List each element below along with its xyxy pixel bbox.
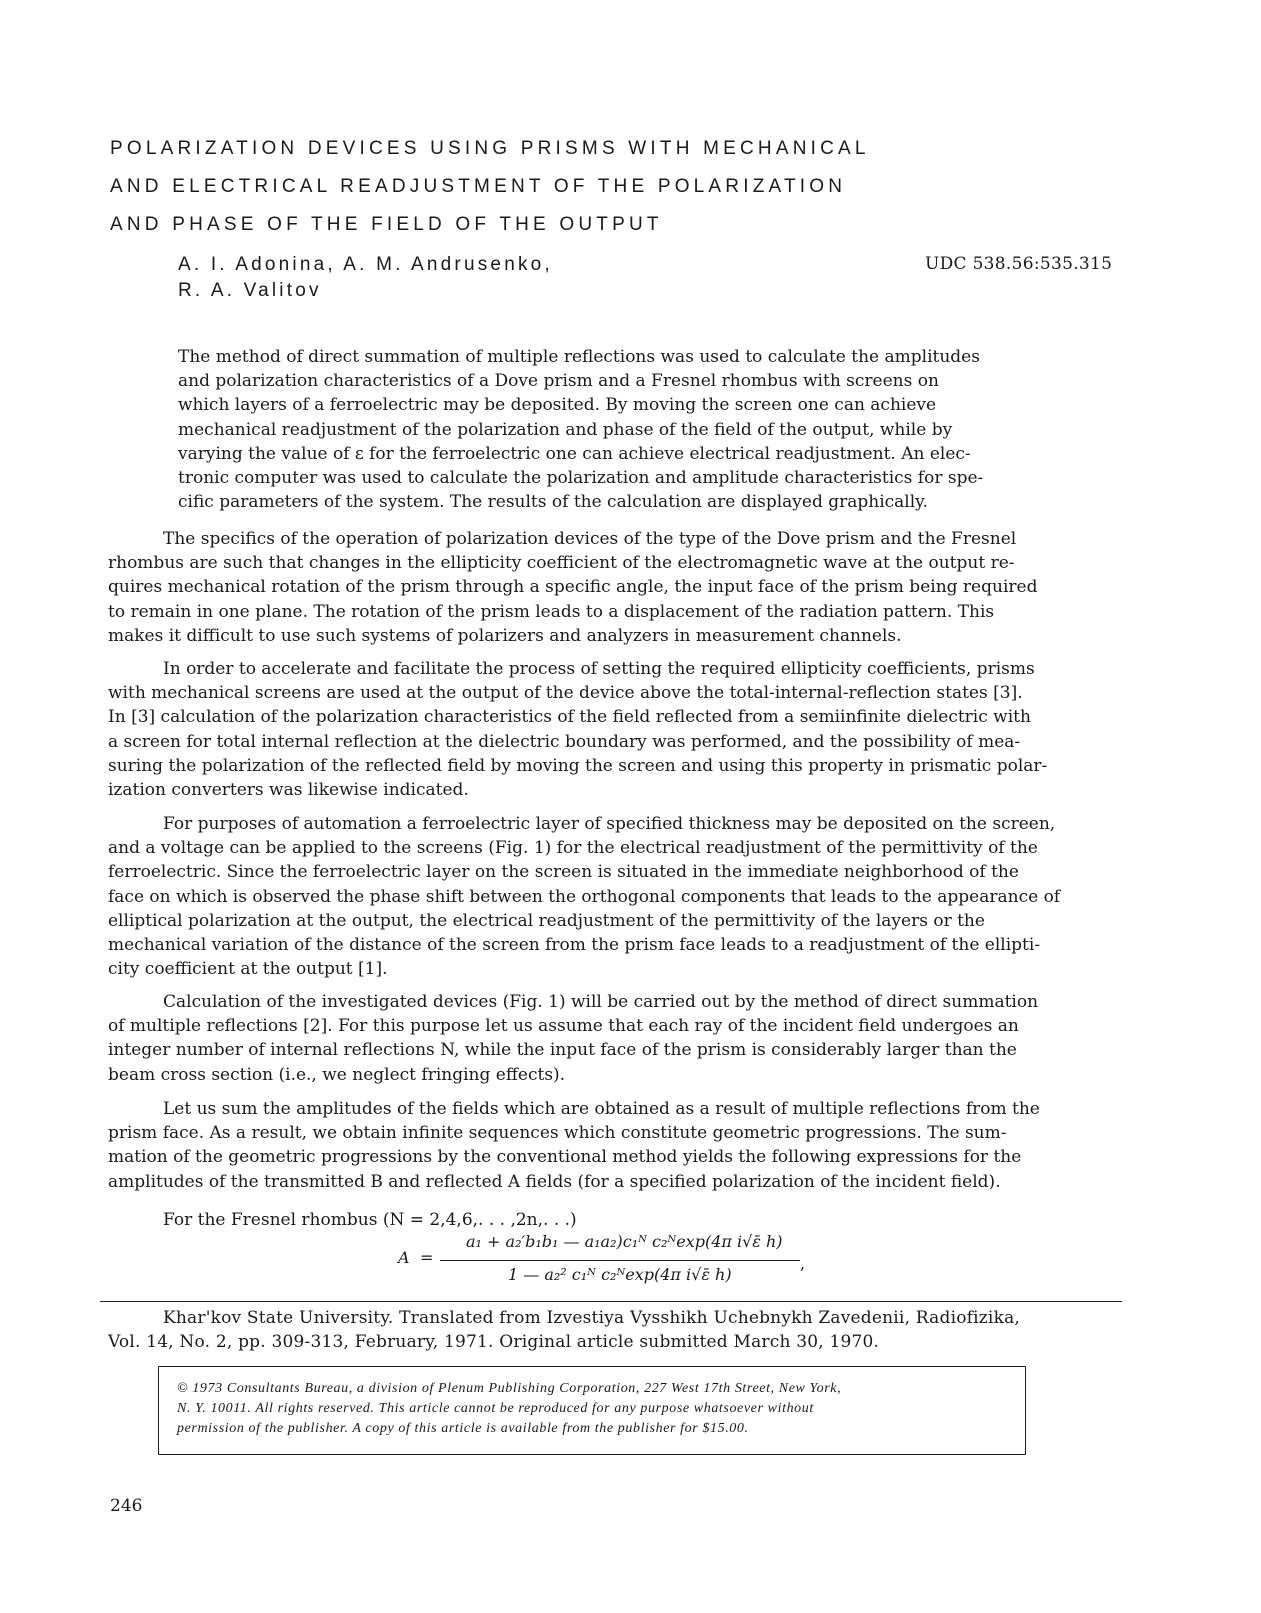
paragraph-line: city coefficient at the output [1]. bbox=[108, 959, 388, 980]
body-paragraph-5 bbox=[108, 1097, 1118, 1194]
paragraph-line: a screen for total internal reflection at the dielectric boundary was performed, and the possibility of mea- bbox=[108, 731, 1021, 752]
abstract-line: which layers of a ferroelectric may be deposited. By moving the screen one can achieve bbox=[178, 395, 937, 416]
abstract-line: tronic computer was used to calculate the polarization and amplitude characteristics for spe- bbox=[178, 468, 984, 489]
paragraph-line: of multiple reflections [2]. For this purpose let us assume that each ray of the incident field undergoes an bbox=[108, 1016, 1019, 1037]
paragraph-line: Let us sum the amplitudes of the fields which are obtained as a result of multiple reflections from the bbox=[163, 1099, 1040, 1119]
equation-numerator: a₁ + a₂′b₁b₁ — a₁a₂)c₁ᴺ c₂ᴺexp(4π i√ε̄ h) bbox=[466, 1232, 783, 1251]
paragraph-line: In order to accelerate and facilitate the process of setting the required ellipticity coefficients, prisms bbox=[163, 659, 1035, 679]
paragraph-line: face on which is observed the phase shift between the orthogonal components that leads to the appearance of bbox=[108, 886, 1061, 907]
footnote bbox=[108, 1306, 1020, 1354]
equation-lhs: A bbox=[398, 1248, 410, 1267]
equation-comma: , bbox=[800, 1254, 806, 1273]
title-line: AND ELECTRICAL READJUSTMENT OF THE POLARIZATION bbox=[110, 176, 847, 197]
paragraph-line: with mechanical screens are used at the output of the device above the total-internal-reflection states [3]. bbox=[108, 683, 1023, 704]
article-title bbox=[110, 130, 1110, 244]
copyright-line: permission of the publisher. A copy of this article is available from the publisher for $15.00. bbox=[177, 1421, 749, 1436]
paragraph-line: amplitudes of the transmitted B and reflected A fields (for a specified polarization of the incident field). bbox=[108, 1171, 1001, 1192]
paragraph-line: suring the polarization of the reflected field by moving the screen and using this property in prismatic polar- bbox=[108, 755, 1048, 776]
title-line: AND PHASE OF THE FIELD OF THE OUTPUT bbox=[110, 214, 663, 235]
paragraph-line: makes it difficult to use such systems of polarizers and analyzers in measurement channels. bbox=[108, 625, 902, 646]
paragraph-line: mechanical variation of the distance of the screen from the prism face leads to a readjustment of the ellipti- bbox=[108, 935, 1041, 956]
paragraph-line: elliptical polarization at the output, the electrical readjustment of the permittivity of the layers or the bbox=[108, 910, 985, 931]
paragraph-line: prism face. As a result, we obtain infinite sequences which constitute geometric progressions. The sum- bbox=[108, 1123, 1007, 1144]
paragraph-line: The specifics of the operation of polarization devices of the type of the Dove prism and the Fresnel bbox=[163, 529, 1017, 549]
abstract-line: and polarization characteristics of a Dove prism and a Fresnel rhombus with screens on bbox=[178, 371, 939, 392]
body-paragraph-2 bbox=[108, 657, 1118, 802]
authors bbox=[178, 252, 553, 304]
copyright-line: © 1973 Consultants Bureau, a division of Plenum Publishing Corporation, 227 West 17th Street, New York, bbox=[177, 1381, 842, 1396]
page-number: 246 bbox=[110, 1496, 143, 1516]
paragraph-line: and a voltage can be applied to the screens (Fig. 1) for the electrical readjustment of the permittivity of the bbox=[108, 838, 1038, 859]
paragraph-line: rhombus are such that changes in the ellipticity coefficient of the electromagnetic wave at the output re- bbox=[108, 553, 1015, 574]
fraction-bar bbox=[440, 1260, 800, 1261]
paragraph-line: mation of the geometric progressions by the conventional method yields the following expressions for the bbox=[108, 1147, 1022, 1168]
copyright-text bbox=[177, 1379, 841, 1439]
footnote-line: Vol. 14, No. 2, pp. 309-313, February, 1971. Original article submitted March 30, 1970. bbox=[108, 1332, 880, 1352]
abstract bbox=[178, 345, 1068, 514]
author-line: R. A. Valitov bbox=[178, 280, 322, 301]
copyright-box bbox=[158, 1366, 1026, 1455]
body-paragraph-1 bbox=[108, 527, 1118, 648]
abstract-line: The method of direct summation of multiple reflections was used to calculate the amplitudes bbox=[178, 347, 980, 367]
abstract-line: mechanical readjustment of the polarization and phase of the field of the output, while by bbox=[178, 419, 953, 440]
copyright-line: N. Y. 10011. All rights reserved. This article cannot be reproduced for any purpose whatsoever without bbox=[177, 1401, 814, 1416]
fresnel-line: For the Fresnel rhombus (N = 2,4,6,. . . ,2n,. . .) bbox=[163, 1210, 577, 1230]
abstract-line: varying the value of ε for the ferroelectric one can achieve electrical readjustment. An elec- bbox=[178, 443, 971, 464]
paragraph-line: quires mechanical rotation of the prism through a specific angle, the input face of the prism being required bbox=[108, 577, 1038, 598]
paragraph-line: integer number of internal reflections N, while the input face of the prism is considerably larger than the bbox=[108, 1040, 1017, 1061]
fresnel-intro bbox=[163, 1208, 577, 1232]
footnote-rule bbox=[100, 1301, 1122, 1302]
paragraph-line: Calculation of the investigated devices (Fig. 1) will be carried out by the method of direct summation bbox=[163, 992, 1039, 1012]
author-line: A. I. Adonina, A. M. Andrusenko, bbox=[178, 254, 553, 275]
paragraph-line: beam cross section (i.e., we neglect fringing effects). bbox=[108, 1064, 566, 1085]
udc-code: UDC 538.56:535.315 bbox=[925, 254, 1113, 274]
equation-denominator: 1 — a₂² c₁ᴺ c₂ᴺexp(4π i√ε̄ h) bbox=[508, 1265, 732, 1284]
footnote-line: Khar'kov State University. Translated from Izvestiya Vysshikh Uchebnykh Zavedenii, Radiofizika, bbox=[163, 1308, 1021, 1328]
paragraph-line: ferroelectric. Since the ferroelectric layer on the screen is situated in the immediate neighborhood of the bbox=[108, 862, 1019, 883]
paragraph-line: to remain in one plane. The rotation of the prism leads to a displacement of the radiation pattern. This bbox=[108, 601, 995, 622]
abstract-line: cific parameters of the system. The results of the calculation are displayed graphically. bbox=[178, 492, 928, 513]
body-paragraph-3 bbox=[108, 812, 1118, 981]
equation-equals: = bbox=[420, 1248, 434, 1267]
title-line: POLARIZATION DEVICES USING PRISMS WITH MECHANICAL bbox=[110, 138, 870, 159]
paragraph-line: ization converters was likewise indicated. bbox=[108, 780, 469, 801]
body-paragraph-4 bbox=[108, 990, 1118, 1087]
equation-a bbox=[398, 1232, 828, 1294]
paragraph-line: For purposes of automation a ferroelectric layer of specified thickness may be deposited on the screen, bbox=[163, 814, 1056, 834]
paragraph-line: In [3] calculation of the polarization characteristics of the field reflected from a semiinfinite dielectric with bbox=[108, 707, 1031, 728]
